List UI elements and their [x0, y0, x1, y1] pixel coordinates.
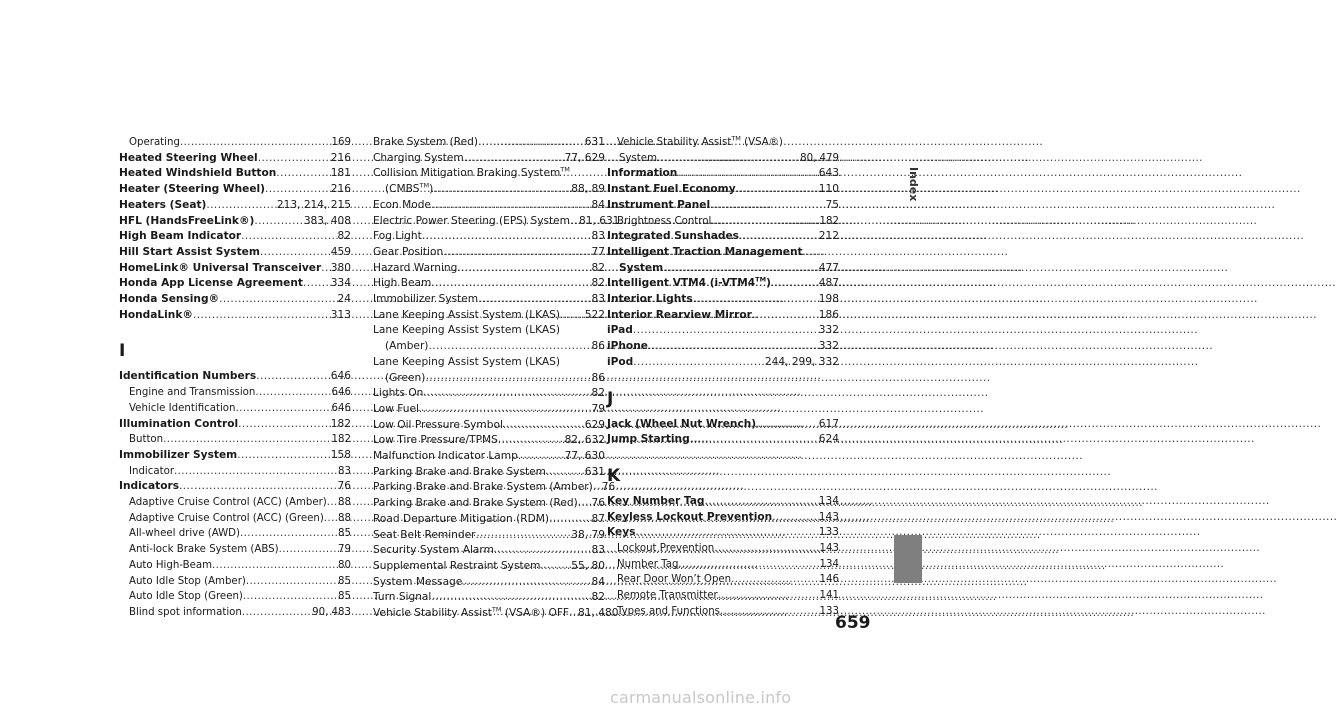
index-entry: Integrated Sunshades ..... 212 [607, 229, 839, 245]
index-entry: HondaLink® ..... 313 [119, 308, 351, 324]
index-entry: Immobilizer System ..... 83 [373, 292, 605, 308]
index-entry: Road Departure Mitigation (RDM) ..... 87 [373, 512, 605, 528]
index-entry: Remote Transmitter ..... 141 [607, 588, 839, 604]
index-entry: Identification Numbers ..... 646 [119, 369, 351, 385]
index-entry: Heated Windshield Button ..... 181 [119, 166, 351, 182]
index-entry: Rear Door Won’t Open ..... 146 [607, 572, 839, 588]
index-entry: Auto High-Beam ..... 80 [119, 558, 351, 574]
index-entry-itm-heading: Intelligent Traction Management [607, 245, 803, 258]
index-entry: Supplemental Restraint System ..... 55, 80 [373, 559, 605, 575]
index-entry-lkas-green: (Green) ..... 86 [373, 371, 605, 387]
index-entry: HFL (HandsFreeLink®) ..... 383, 408 [119, 214, 351, 230]
index-entry: iPad ..... 332 [607, 323, 839, 339]
section-letter-i: I [119, 341, 126, 362]
index-entry: Jump Starting ..... 624 [607, 432, 839, 448]
index-entry: Key Number Tag ..... 134 [607, 494, 839, 510]
index-entry: Illumination Control ..... 182 [119, 417, 351, 433]
index-entry: Gear Position ..... 77 [373, 245, 605, 261]
index-entry: Hill Start Assist System ..... 459 [119, 245, 351, 261]
index-entry: High Beam ..... 82 [373, 276, 605, 292]
index-entry: Interior Lights ..... 198 [607, 292, 839, 308]
index-entry: Econ Mode ..... 84 [373, 198, 605, 214]
entry-group [607, 417, 839, 448]
index-entry: iPhone ..... 332 [607, 339, 839, 355]
index-entry: Parking Brake and Brake System ..... 631 [373, 465, 605, 481]
index-entry: Heater (Steering Wheel) ..... 216 [119, 182, 351, 198]
index-entry: Malfunction Indicator Lamp ..... 77, 630 [373, 449, 605, 465]
index-entry: System Message ..... 84 [373, 575, 605, 591]
index-entry: Parking Brake and Brake System (Red) ..... 76 [373, 496, 605, 512]
index-entry: Heaters (Seat) ..... 213, 214, 215 [119, 198, 351, 214]
index-column-3 [607, 135, 839, 620]
index-entry: Keys ..... 133 [607, 525, 839, 541]
index-entry: iPod ..... 244, 299, 332 [607, 355, 839, 371]
index-entry: Keyless Lockout Prevention ..... 143 [607, 510, 839, 526]
index-entry-vsa-off: Vehicle Stability Assist™ (VSA®) OFF ..... 81, 480 [373, 606, 605, 622]
entry-group [607, 494, 839, 620]
index-entry: Blind spot information ..... 90, 483 [119, 605, 351, 621]
index-entry-ivtm4: Intelligent VTM4 (i-VTM4™) ..... 487 [607, 276, 839, 292]
index-entry: Hazard Warning ..... 82 [373, 261, 605, 277]
section-letter-k: K [607, 465, 621, 486]
index-entry: Low Oil Pressure Symbol ..... 629 [373, 418, 605, 434]
index-entry: Low Tire Pressure/TPMS ..... 82, 632 [373, 433, 605, 449]
entry-group [119, 135, 351, 323]
watermark: carmanualsonline.info [610, 688, 792, 707]
entry-group [607, 166, 839, 245]
entry-group [119, 369, 351, 620]
index-entry: Security System Alarm ..... 83 [373, 543, 605, 559]
index-entry: All-wheel drive (AWD) ..... 85 [119, 526, 351, 542]
index-entry-lkas-amber: (Amber) ..... 86 [373, 339, 605, 355]
index-entry: High Beam Indicator ..... 82 [119, 229, 351, 245]
index-entry: Adaptive Cruise Control (ACC) (Green) ..... 88 [119, 511, 351, 527]
index-entry: Brake System (Red) ..... 631 [373, 135, 605, 151]
index-entry: Interior Rearview Mirror ..... 186 [607, 308, 839, 324]
index-entry: Heated Steering Wheel ..... 216 [119, 151, 351, 167]
index-entry: Instant Fuel Economy ..... 110 [607, 182, 839, 198]
index-entry: HomeLink® Universal Transceiver ..... 380 [119, 261, 351, 277]
index-entry-itm-system: System ..... 477 [607, 261, 839, 277]
index-entry: Indicator ..... 83 [119, 464, 351, 480]
index-entry: Jack (Wheel Nut Wrench) ..... 617 [607, 417, 839, 433]
page-number: 659 [835, 613, 871, 633]
index-entry: Parking Brake and Brake System (Amber) ..... 76 [373, 480, 605, 496]
index-column-1 [119, 135, 351, 621]
section-letter-j: J [607, 388, 614, 409]
index-entry: Immobilizer System ..... 158 [119, 448, 351, 464]
index-entry: Number Tag ..... 134 [607, 557, 839, 573]
index-entry: Charging System ..... 77, 629 [373, 151, 605, 167]
index-entry-vsa-system: System ..... 80, 479 [607, 151, 839, 167]
index-entry: Fog Light ..... 83 [373, 229, 605, 245]
index-entry: Turn Signal ..... 82 [373, 590, 605, 606]
index-entry: Engine and Transmission ..... 646 [119, 385, 351, 401]
entry-group [373, 198, 620, 324]
index-entry: Auto Idle Stop (Amber) ..... 85 [119, 574, 351, 590]
index-entry: Information ..... 643 [607, 166, 839, 182]
index-column-2 [373, 135, 620, 622]
index-entry: Lockout Prevention ..... 143 [607, 541, 839, 557]
entry-group [373, 135, 605, 166]
index-entry: Types and Functions ..... 133 [607, 604, 839, 620]
index-entry: Lights On ..... 82 [373, 386, 605, 402]
index-entry: Vehicle Identification ..... 646 [119, 401, 351, 417]
index-entry-lkas-heading: Lane Keeping Assist System (LKAS) [373, 355, 560, 368]
index-entry: Brightness Control ..... 182 [607, 214, 839, 230]
index-side-tab: Index [907, 167, 920, 202]
index-entry: Lane Keeping Assist System (LKAS) ..... 522 [373, 308, 605, 324]
index-entry-cmbs: (CMBS™) ..... 88, 89 [373, 182, 605, 198]
index-entry-lkas-heading: Lane Keeping Assist System (LKAS) [373, 324, 560, 337]
entry-group [373, 386, 616, 606]
index-entry: Button ..... 182 [119, 432, 351, 448]
index-entry: Honda Sensing® ..... 24 [119, 292, 351, 308]
index-entry: Instrument Panel ..... 75 [607, 198, 839, 214]
index-entry: Anti-lock Brake System (ABS) ..... 79 [119, 542, 351, 558]
index-entry: Low Fuel ..... 79 [373, 402, 605, 418]
index-tab-marker [894, 535, 922, 583]
index-entry: Electric Power Steering (EPS) System ..... 81, 631 [373, 214, 605, 230]
entry-group [607, 292, 839, 371]
index-entry-vsa-heading: Vehicle Stability Assist™ (VSA®) [617, 134, 783, 148]
index-entry: Auto Idle Stop (Green) ..... 85 [119, 589, 351, 605]
index-entry: Indicators ..... 76 [119, 479, 351, 495]
index-entry: Operating ..... 169 [119, 135, 351, 151]
index-entry-cmbs-heading: Collision Mitigation Braking System™ [373, 165, 570, 180]
index-entry: Seat Belt Reminder ..... 38, 79 [373, 528, 605, 544]
index-entry: Honda App License Agreement ..... 334 [119, 276, 351, 292]
index-entry: Adaptive Cruise Control (ACC) (Amber) ..... 88 [119, 495, 351, 511]
